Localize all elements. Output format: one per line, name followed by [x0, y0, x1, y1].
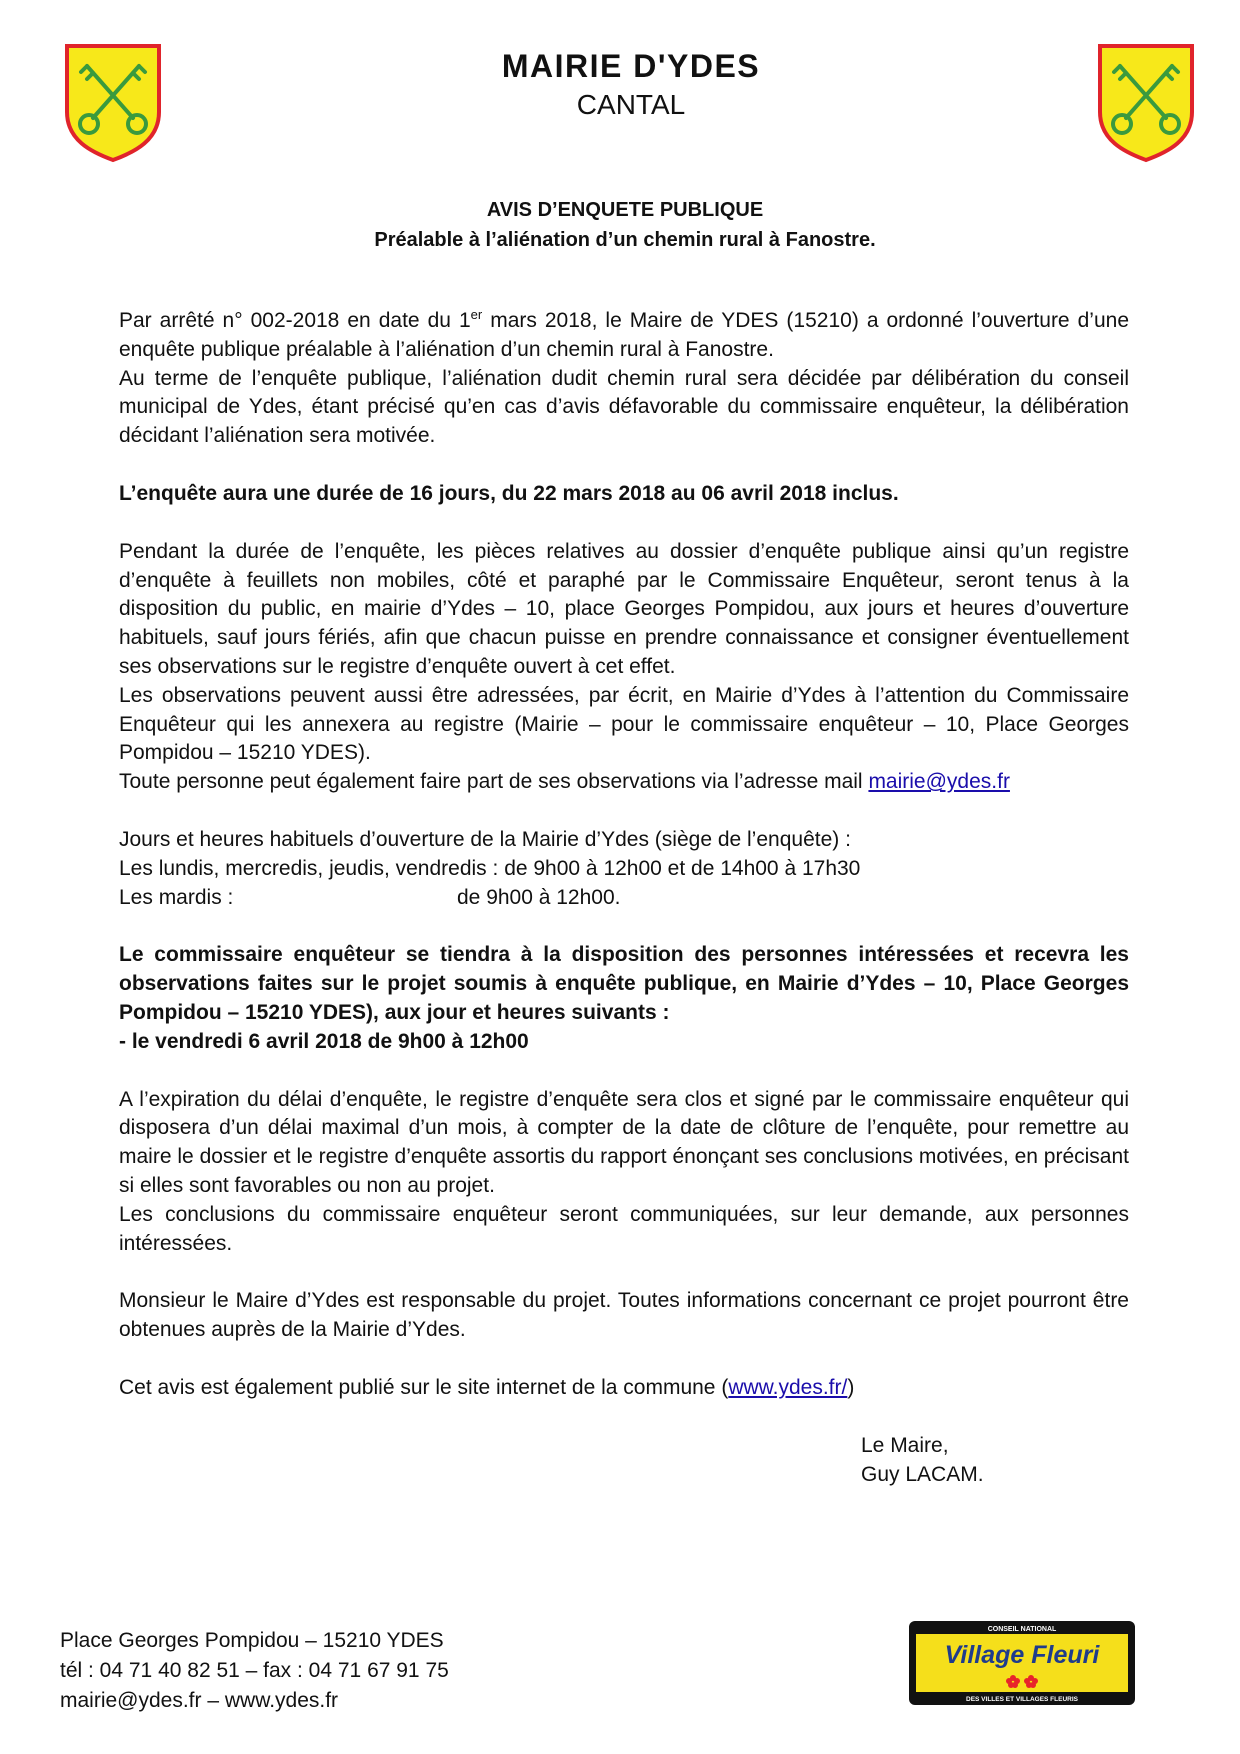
footer-phone: tél : 04 71 40 82 51 – fax : 04 71 67 91 75	[60, 1659, 449, 1682]
paragraph-closure: A l’expiration du délai d’enquête, le registre d’enquête sera clos et signé par le commissaire enquêteur qui disposera d’un délai maximal d’un mois, à compter de la date de clôture de l’enquête, pour remettre au maire le dossier et le registre d’enquête assortis du rapport énonçant ses conclusions motivées, en précisant si elles sont favorables ou non au projet.	[119, 1087, 1129, 1197]
notice-heading	[0, 195, 1240, 255]
paragraph-email: Toute personne peut également faire part de ses observations via l’adresse mail mairie@ydes.fr	[119, 770, 1010, 794]
signature-name: Guy LACAM.	[861, 1463, 984, 1486]
commissioner-availability: Le commissaire enquêteur se tiendra à la disposition des personnes intéressées et recevra les observations faites sur le projet soumis à enquête publique, en Mairie d’Ydes – 10, Place Georges Pompidou – 15210 YDES), aux jour et heures suivants :	[119, 943, 1129, 1024]
notice-body	[119, 307, 1129, 1403]
mairie-title: MAIRIE D'YDES	[501, 48, 761, 84]
badge-top-text: CONSEIL NATIONAL	[987, 1626, 1057, 1633]
footer-address: Place Georges Pompidou – 15210 YDES	[60, 1629, 444, 1652]
inquiry-duration: L’enquête aura une durée de 16 jours, du 22 mars 2018 au 06 avril 2018 inclus.	[119, 481, 899, 505]
opening-hours-row-2: Les mardis : de 9h00 à 12h00.	[119, 885, 621, 909]
paragraph-website: Cet avis est également publié sur le site internet de la commune (www.ydes.fr/)	[119, 1375, 855, 1399]
commissioner-date: - le vendredi 6 avril 2018 de 9h00 à 12h00	[119, 1029, 529, 1053]
paragraph-alienation: Au terme de l’enquête publique, l’aliénation dudit chemin rural sera décidée par délibération du conseil municipal de Ydes, étant précisé qu’en cas d’avis défavorable du commissaire enquêteur, la délibération décidant l’aliénation sera motivée.	[119, 366, 1129, 448]
signature-block	[861, 1431, 984, 1489]
footer-web: mairie@ydes.fr – www.ydes.fr	[60, 1689, 339, 1712]
signature-role: Le Maire,	[861, 1434, 949, 1457]
notice-title: AVIS D’ENQUETE PUBLIQUE	[486, 199, 764, 221]
paragraph-documents: Pendant la durée de l’enquête, les pièces relatives au dossier d’enquête publique ainsi qu’un registre d’enquête à feuillets non mobiles, côté et paraphé par le Commissaire Enquêteur, seront tenus à la disposition du public, en mairie d’Ydes – 10, place Georges Pompidou, aux jours et heures d’ouverture habituels, sauf jours fériés, afin que chacun puisse en prendre connaissance et consigner éventuellement ses observations sur le registre d’enquête ouvert à cet effet.	[119, 539, 1129, 678]
website-link[interactable]: www.ydes.fr/	[728, 1375, 848, 1399]
badge-bottom-text: DES VILLES ET VILLAGES FLEURIS	[966, 1696, 1078, 1703]
footer-contact	[60, 1626, 449, 1716]
opening-hours-row-1: Les lundis, mercredis, jeudis, vendredis : de 9h00 à 12h00 et de 14h00 à 17h30	[119, 856, 861, 880]
badge-main-text: Village Fleuri	[944, 1641, 1100, 1669]
letterhead	[0, 48, 1240, 122]
email-link[interactable]: mairie@ydes.fr	[868, 770, 1010, 794]
paragraph-decree: Par arrêté n° 002-2018 en date du 1er mars 2018, le Maire de YDES (15210) a ordonné l’ouverture d’une enquête publique préalable à l’aliénation d’un chemin rural à Fanostre.	[119, 307, 1129, 361]
paragraph-written-observations: Les observations peuvent aussi être adressées, par écrit, en Mairie d’Ydes à l’attention du Commissaire Enquêteur qui les annexera au registre (Mairie – pour le commissaire enquêteur – 10, Place Georges Pompidou – 15210 YDES).	[119, 683, 1129, 765]
village-fleuri-logo	[909, 1621, 1135, 1705]
opening-hours-intro: Jours et heures habituels d’ouverture de la Mairie d’Ydes (siège de l’enquête) :	[119, 827, 851, 851]
paragraph-conclusions: Les conclusions du commissaire enquêteur seront communiquées, sur leur demande, aux personnes intéressées.	[119, 1202, 1129, 1255]
paragraph-responsible: Monsieur le Maire d’Ydes est responsable du projet. Toutes informations concernant ce projet pourront être obtenues auprès de la Mairie d’Ydes.	[119, 1289, 1129, 1342]
department-name: CANTAL	[576, 89, 686, 120]
notice-subtitle: Préalable à l’aliénation d’un chemin rural à Fanostre.	[374, 229, 876, 251]
